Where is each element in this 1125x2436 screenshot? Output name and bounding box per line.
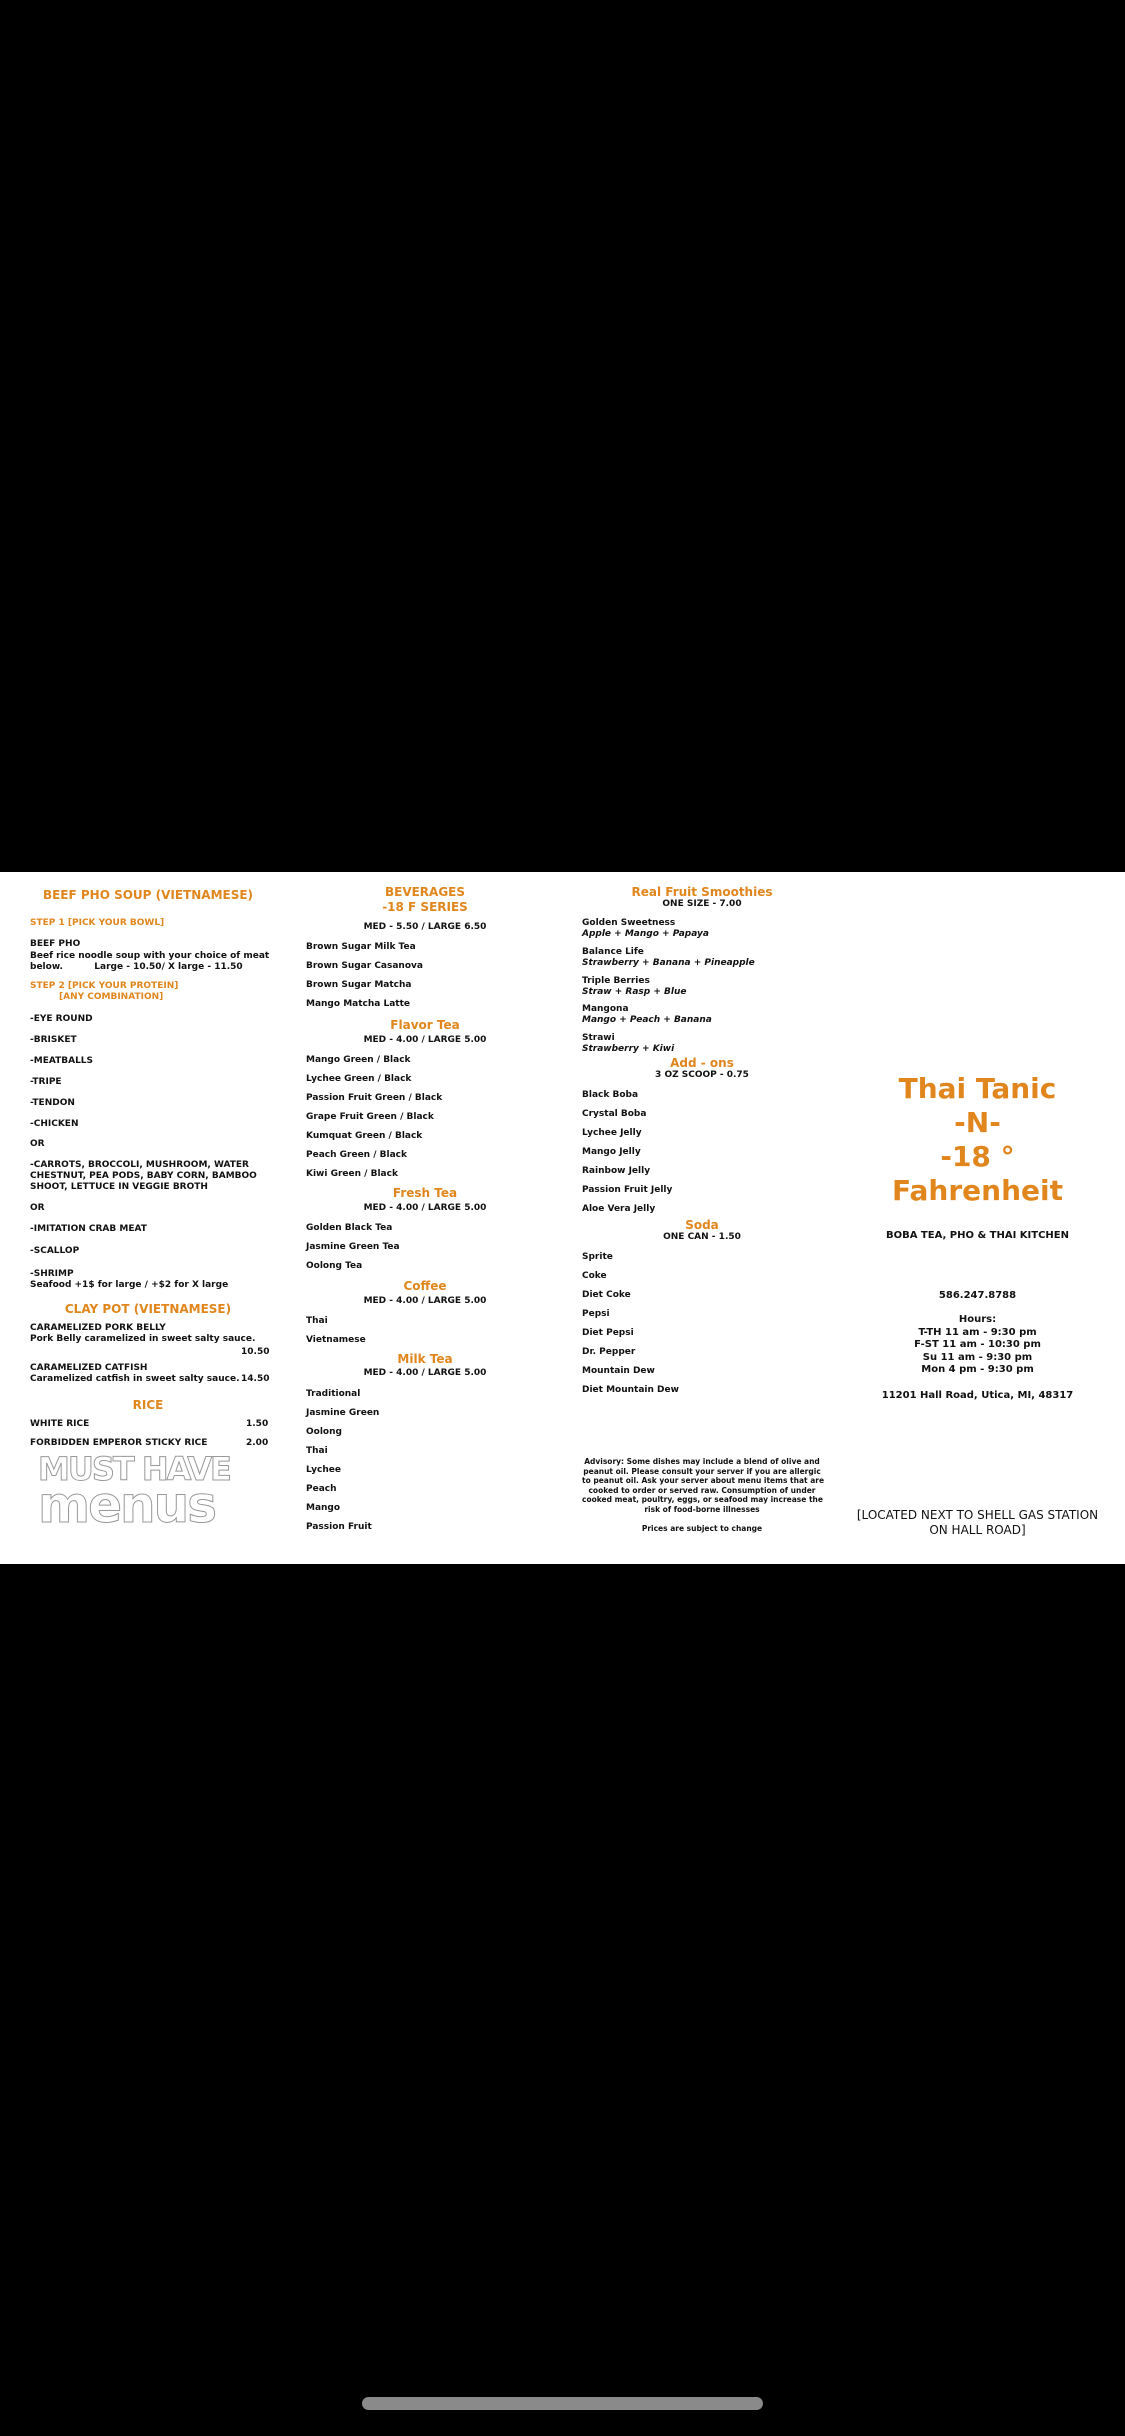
addon-item: Mango Jelly [582, 1147, 641, 1157]
protein-item: -TENDON [30, 1098, 75, 1108]
advisory-line: cooked to order or served raw. Consumption of under [588, 1485, 816, 1495]
addons-title: Add - ons [670, 1056, 734, 1070]
fresh-tea-item: Golden Black Tea [306, 1223, 393, 1233]
soda-item: Coke [582, 1271, 607, 1281]
rice-item: WHITE RICE [30, 1419, 90, 1429]
restaurant-name-line: Fahrenheit [892, 1174, 1063, 1207]
smoothie-name: Golden Sweetness [582, 918, 676, 928]
prices-note: Prices are subject to change [641, 1524, 763, 1533]
seafood-item: -IMITATION CRAB MEAT [30, 1224, 147, 1234]
milk-tea-item: Traditional [306, 1389, 361, 1399]
fresh-tea-title: Fresh Tea [392, 1186, 458, 1200]
protein-item: -TRIPE [30, 1077, 62, 1087]
logo-line-2: menus [38, 1476, 215, 1534]
step2-sub: [ANY COMBINATION] [59, 992, 164, 1002]
or-label: OR [30, 1139, 45, 1149]
advisory-line: peanut oil. Please consult your server if you are allergic [583, 1466, 821, 1476]
flavor-tea-item: Lychee Green / Black [306, 1074, 412, 1084]
logo-line-1: MUST HAVE [38, 1450, 230, 1488]
hours-line: T-TH 11 am - 9:30 pm [918, 1326, 1037, 1338]
step2-label: STEP 2 [PICK YOUR PROTEIN] [30, 981, 179, 991]
pho-title: BEEF PHO SOUP (VIETNAMESE) [42, 888, 254, 902]
smoothies-price: ONE SIZE - 7.00 [662, 899, 742, 909]
beverage-item: Mango Matcha Latte [306, 999, 410, 1009]
milk-tea-item: Passion Fruit [306, 1522, 372, 1532]
protein-item: -CHICKEN [30, 1119, 79, 1129]
addon-item: Black Boba [582, 1090, 639, 1100]
smoothie-desc: Strawberry + Kiwi [582, 1044, 675, 1054]
location-line: ON HALL ROAD] [929, 1523, 1026, 1537]
phone-number: 586.247.8788 [938, 1290, 1017, 1301]
beef-pho-desc: Beef rice noodle soup with your choice of meat [30, 951, 270, 961]
milk-tea-item: Peach [306, 1484, 337, 1494]
beverages-price: MED - 5.50 / LARGE 6.50 [363, 922, 487, 932]
step1-label: STEP 1 [PICK YOUR BOWL] [30, 918, 165, 928]
hours-line: F-ST 11 am - 10:30 pm [914, 1339, 1041, 1350]
hours-block [855, 1314, 1100, 1377]
coffee-title: Coffee [403, 1279, 447, 1293]
soda-item: Sprite [582, 1252, 613, 1262]
beef-pho-name: BEEF PHO [30, 939, 81, 949]
advisory-line: to peanut oil. Ask your server about menu items that are [582, 1476, 825, 1485]
milk-tea-item: Oolong [306, 1427, 342, 1437]
beef-pho-sizes: below. Large - 10.50/ X large - 11.50 [30, 962, 243, 972]
smoothie-name: Balance Life [582, 947, 644, 957]
tagline: BOBA TEA, PHO & THAI KITCHEN [885, 1230, 1070, 1241]
coffee-price: MED - 4.00 / LARGE 5.00 [363, 1296, 487, 1306]
soda-item: Diet Mountain Dew [582, 1385, 679, 1395]
advisory-note [582, 1457, 825, 1514]
milk-tea-item: Jasmine Green [306, 1408, 380, 1418]
soda-title: Soda [685, 1218, 719, 1232]
smoothie-name: Mangona [582, 1004, 629, 1014]
hours-line: Mon 4 pm - 9:30 pm [921, 1364, 1034, 1375]
hours-line: Su 11 am - 9:30 pm [922, 1351, 1033, 1363]
advisory-line: cooked meat, poultry, eggs, or seafood may increase the [582, 1495, 823, 1504]
addon-item: Lychee Jelly [582, 1128, 642, 1138]
smoothie-desc: Apple + Mango + Papaya [582, 929, 709, 939]
flavor-tea-price: MED - 4.00 / LARGE 5.00 [363, 1035, 487, 1045]
restaurant-name [855, 1072, 1100, 1208]
addon-item: Passion Fruit Jelly [582, 1185, 673, 1195]
flavor-tea-item: Kiwi Green / Black [306, 1169, 398, 1179]
beverage-item: Brown Sugar Matcha [306, 980, 412, 990]
clay-pot-price: 14.50 [241, 1374, 270, 1384]
flavor-tea-item: Mango Green / Black [306, 1055, 411, 1065]
flavor-tea-item: Grape Fruit Green / Black [306, 1112, 434, 1122]
rice-price: 1.50 [246, 1419, 269, 1429]
milk-tea-price: MED - 4.00 / LARGE 5.00 [363, 1368, 487, 1378]
menu-page [0, 872, 1125, 1564]
rice-price: 2.00 [246, 1438, 269, 1448]
fresh-tea-price: MED - 4.00 / LARGE 5.00 [363, 1203, 487, 1213]
location-line: [LOCATED NEXT TO SHELL GAS STATION [856, 1508, 1099, 1522]
clay-pot-title: CLAY POT (VIETNAMESE) [64, 1302, 232, 1316]
seafood-item: -SCALLOP [30, 1246, 80, 1256]
seafood-note: Seafood +1$ for large / +$2 for X large [30, 1280, 229, 1290]
rice-title: RICE [132, 1398, 164, 1412]
smoothie-name: Strawi [582, 1033, 615, 1043]
restaurant-name-line: Thai Tanic [898, 1072, 1057, 1105]
rice-item: FORBIDDEN EMPEROR STICKY RICE [30, 1438, 208, 1448]
beverages-subtitle: -18 F SERIES [382, 900, 468, 914]
hours-title: Hours: [958, 1314, 997, 1325]
seafood-item: -SHRIMP [30, 1269, 74, 1279]
veggie-line: SHOOT, LETTUCE IN VEGGIE BROTH [30, 1182, 208, 1192]
milk-tea-title: Milk Tea [397, 1352, 453, 1366]
veggie-line: CHESTNUT, PEA PODS, BABY CORN, BAMBOO [30, 1171, 257, 1181]
protein-item: -EYE ROUND [30, 1014, 93, 1024]
soda-item: Diet Coke [582, 1290, 631, 1300]
home-indicator[interactable] [362, 2397, 763, 2410]
advisory-line: risk of food-borne illnesses [644, 1504, 760, 1514]
location-note [855, 1508, 1100, 1538]
smoothies-title: Real Fruit Smoothies [631, 885, 773, 899]
beverages-title: BEVERAGES [384, 885, 466, 899]
milk-tea-item: Mango [306, 1503, 341, 1513]
protein-item: -MEATBALLS [30, 1056, 94, 1066]
addon-item: Aloe Vera Jelly [582, 1204, 656, 1214]
milk-tea-item: Lychee [306, 1465, 341, 1475]
address: 11201 Hall Road, Utica, MI, 48317 [881, 1390, 1074, 1401]
milk-tea-item: Thai [306, 1446, 328, 1456]
smoothie-desc: Mango + Peach + Banana [582, 1015, 712, 1025]
smoothie-name: Triple Berries [582, 976, 650, 986]
smoothie-desc: Strawberry + Banana + Pineapple [582, 958, 755, 968]
coffee-item: Thai [306, 1316, 328, 1326]
flavor-tea-item: Passion Fruit Green / Black [306, 1093, 443, 1103]
veggie-line: -CARROTS, BROCCOLI, MUSHROOM, WATER [30, 1160, 249, 1170]
addons-price: 3 OZ SCOOP - 0.75 [655, 1070, 749, 1080]
addon-item: Rainbow Jelly [582, 1166, 651, 1176]
fresh-tea-item: Jasmine Green Tea [306, 1242, 400, 1252]
soda-price: ONE CAN - 1.50 [663, 1232, 741, 1242]
flavor-tea-item: Peach Green / Black [306, 1150, 407, 1160]
smoothie-desc: Straw + Rasp + Blue [582, 987, 687, 997]
clay-pot-price: 10.50 [241, 1347, 270, 1357]
beverage-item: Brown Sugar Casanova [306, 961, 423, 971]
soda-item: Pepsi [582, 1309, 610, 1319]
protein-item: -BRISKET [30, 1035, 77, 1045]
clay-pot-item-name: CARAMELIZED PORK BELLY [30, 1323, 166, 1333]
coffee-item: Vietnamese [306, 1335, 366, 1345]
flavor-tea-title: Flavor Tea [390, 1018, 460, 1032]
restaurant-name-line: -N- [954, 1106, 1001, 1139]
or-label: OR [30, 1203, 45, 1213]
flavor-tea-item: Kumquat Green / Black [306, 1131, 423, 1141]
clay-pot-item-name: CARAMELIZED CATFISH [30, 1363, 148, 1373]
restaurant-name-line: -18 ° [940, 1140, 1015, 1173]
beverage-item: Brown Sugar Milk Tea [306, 942, 416, 952]
clay-pot-item-desc: Caramelized catfish in sweet salty sauce. [30, 1374, 240, 1384]
soda-item: Diet Pepsi [582, 1328, 634, 1338]
soda-item: Mountain Dew [582, 1366, 655, 1376]
must-have-menus-logo [38, 1452, 243, 1532]
fresh-tea-item: Oolong Tea [306, 1261, 363, 1271]
addon-item: Crystal Boba [582, 1109, 647, 1119]
advisory-line: Advisory: Some dishes may include a blend of olive and [584, 1457, 820, 1466]
clay-pot-item-desc: Pork Belly caramelized in sweet salty sauce. [30, 1334, 256, 1344]
soda-item: Dr. Pepper [582, 1347, 636, 1357]
